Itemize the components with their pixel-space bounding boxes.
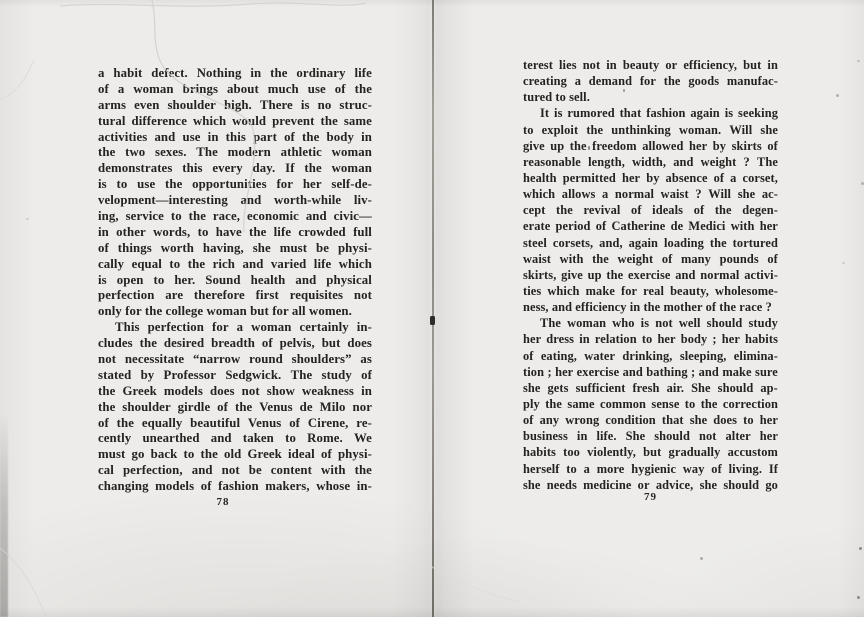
text-line: velopment—interesting and worth-while liv- — [98, 193, 372, 208]
book-gutter — [432, 0, 434, 617]
text-line: of a woman brings about much use of the — [98, 81, 372, 96]
paper-speck — [26, 218, 29, 220]
text-line: This perfection for a woman certainly in- — [115, 320, 372, 335]
text-line: cal perfection, and not be content with the — [98, 463, 372, 478]
text-line: habits too violently, but gradually accustom — [523, 445, 778, 460]
paper-speck — [857, 596, 860, 599]
paper-speck — [857, 60, 860, 62]
text-line: the two sexes. The modern athletic woman — [98, 145, 372, 160]
text-line: steel corsets, and, again loading the tortured — [523, 235, 778, 250]
text-line: perfection are therefore first requisites not — [98, 288, 372, 303]
text-line: the shoulder girdle of the Venus de Milo nor — [98, 399, 372, 414]
text-line: herself to a more hygienic way of living. If — [523, 461, 778, 476]
text-line: ties which make for real beauty, wholesome- — [523, 283, 778, 298]
text-line: she gets sufficient fresh air. She should ap- — [523, 380, 778, 395]
paper-speck — [842, 262, 845, 264]
text-line: ply the same common sense to the correction — [523, 396, 778, 411]
text-line: skirts, give up the exercise and normal activi- — [523, 267, 778, 282]
text-line: tural difference which would prevent the same — [98, 113, 372, 128]
text-line: stated by Professor Sedgwick. The study of — [98, 367, 372, 382]
text-line: activities and use in this part of the body in — [98, 129, 372, 144]
left-page-number: 78 — [216, 496, 230, 508]
paper-speck — [836, 94, 839, 97]
text-line: terest lies not in beauty or efficiency, but in — [523, 58, 778, 72]
text-line: changing models of fashion makers, whose in- — [98, 479, 372, 494]
right-page-text — [523, 57, 778, 493]
text-line: is open to her. Sound health and physical — [98, 272, 372, 287]
text-line: she needs medicine or advice, she should go — [523, 477, 778, 492]
text-line: only for the college woman but for all women. — [98, 304, 352, 319]
text-line: must go back to the old Greek ideal of physi- — [98, 447, 372, 462]
text-line: tion ; her exercise and bathing ; and make sure — [523, 364, 778, 379]
text-line: in other words, to have the life crowded full — [98, 224, 372, 239]
text-line: business in life. She should not alter her — [523, 429, 778, 444]
text-line: is to use the opportunities for her self-de- — [98, 177, 372, 192]
right-page-number: 79 — [644, 491, 657, 503]
text-line: cally equal to the rich and varied life which — [98, 256, 372, 271]
ink-mark — [430, 316, 435, 325]
text-line: demonstrates this every day. If the woman — [98, 161, 372, 176]
page-edge-shadow — [0, 415, 8, 617]
paper-speck — [700, 557, 703, 560]
left-page-text — [98, 66, 372, 495]
text-line: to exploit the unthinking woman. Will she — [523, 122, 778, 137]
text-line: which allows a normal waist ? Will she ac- — [523, 187, 778, 202]
text-line: ing, service to the race, economic and civic— — [98, 209, 372, 224]
text-line: of any wrong condition that she does to her — [523, 413, 778, 428]
text-line: of things worth having, she must be physi- — [98, 240, 372, 255]
text-line: cept the revival of ideals of the degen- — [523, 203, 778, 218]
text-line: waist with the weight of many pounds of — [523, 251, 778, 266]
text-line: ness, and efficiency in the mother of the race ? — [523, 300, 772, 315]
text-line: a habit defect. Nothing in the ordinary life — [98, 66, 372, 80]
paper-speck — [623, 89, 625, 92]
text-line: not necessitate “narrow round shoulders” as — [98, 352, 372, 367]
text-line: health permitted her by absence of a corset, — [523, 170, 778, 185]
text-line: creating a demand for the goods manufac- — [523, 74, 778, 89]
paper-speck — [588, 146, 590, 150]
text-line: reasonable length, width, and weight ? The — [523, 154, 778, 169]
text-line: her dress in relation to her body ; her habits — [523, 332, 778, 347]
text-line: arms even shoulder high. There is no struc- — [98, 97, 372, 112]
text-line: the Greek models does not show weakness in — [98, 383, 372, 398]
text-line: erate period of Catherine de Medici with her — [523, 219, 778, 234]
text-line: tured to sell. — [523, 90, 590, 105]
text-line: of eating, water drinking, sleeping, elimina- — [523, 348, 778, 363]
text-line: cently unearthed and taken to Rome. We — [98, 431, 372, 446]
text-line: cludes the desired breadth of pelvis, but does — [98, 336, 372, 351]
text-line: of the equally beautiful Venus of Cirene, re- — [98, 415, 372, 430]
paper-speck — [859, 547, 862, 550]
text-line: It is rumored that fashion again is seeking — [540, 106, 778, 121]
text-line: give up the freedom allowed her by skirts of — [523, 138, 778, 153]
text-line: The woman who is not well should study — [540, 316, 778, 331]
